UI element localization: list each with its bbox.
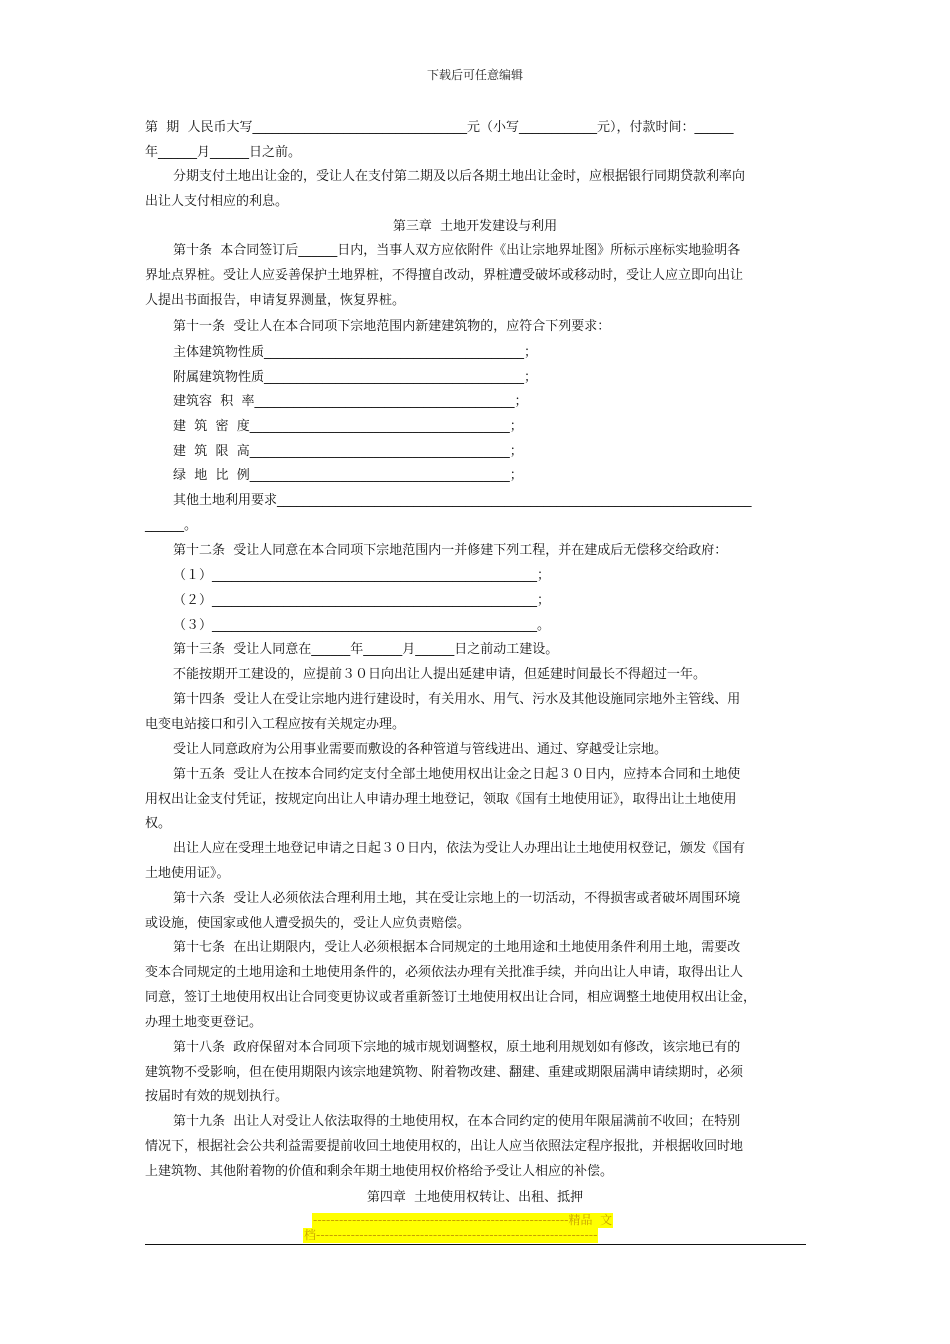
footer-divider	[145, 1244, 806, 1245]
text-line: 第十七条 在出让期限内，受让人必须根据本合同规定的土地用途和土地使用条件利用土地，需要改	[173, 940, 741, 955]
text-line: 用权出让金支付凭证，按规定向出让人申请办理土地登记，领取《国有土地使用证》，取得出让土地使用	[145, 792, 737, 807]
form-line: （３）__________________________________________________。	[173, 618, 551, 633]
form-line: ______。	[145, 518, 198, 533]
form-line: 建 筑 限 高________________________________________；	[173, 444, 523, 459]
text-line: 第十二条 受让人同意在本合同项下宗地范围内一并修建下列工程，并在建成后无偿移交给政府：	[173, 543, 728, 558]
footer-banner-bottom: 档-----------------------------------------------------------------	[304, 1228, 598, 1242]
text-line: 上建筑物、其他附着物的价值和剩余年期土地使用权价格给予受让人相应的补偿。	[145, 1164, 614, 1179]
text-line: 建筑物不受影响，但在使用期限内该宗地建筑物、附着物改建、翻建、重建或期限届满申请续期时，必须	[145, 1065, 744, 1080]
text-line: 办理土地变更登记。	[145, 1015, 263, 1030]
text-line: 出让人应在受理土地登记申请之日起３０日内，依法为受让人办理出让土地使用权登记，颁发《国有	[173, 841, 746, 856]
text-line: 权。	[145, 816, 172, 831]
form-line: 建筑容 积 率________________________________________；	[173, 394, 528, 409]
text-line: 第十六条 受让人必须依法合理利用土地，其在受让宗地上的一切活动，不得损害或者破坏周围环境	[173, 891, 741, 906]
text-line: 第十三条 受让人同意在______年______月______日之前动工建设。	[173, 642, 559, 657]
text-line: 出让人支付相应的利息。	[145, 194, 289, 209]
text-line: 情况下，根据社会公共利益需要提前收回土地使用权的，出让人应当依照法定程序报批，并根据收回时地	[145, 1139, 744, 1154]
text-line: 分期支付土地出让金的，受让人在支付第二期及以后各期土地出让金时，应根据银行同期贷款利率向	[173, 169, 746, 184]
text-line: 第十条 本合同签订后______日内，当事人双方应依附件《出让宗地界址图》所标示座标实地验明各	[173, 243, 741, 258]
form-line: （１）__________________________________________________；	[173, 568, 551, 583]
text-line: 年______月______日之前。	[145, 145, 302, 160]
text-line: 第十八条 政府保留对本合同项下宗地的城市规划调整权，原土地利用规划如有修改，该宗地已有的	[173, 1040, 741, 1055]
text-line: 不能按期开工建设的，应提前３０日向出让人提出延建申请，但延建时间最长不得超过一年。	[173, 667, 707, 682]
text-line: 第十四条 受让人在受让宗地内进行建设时，有关用水、用气、污水及其他设施同宗地外主管线、用	[173, 692, 741, 707]
text-line: 土地使用证》。	[145, 866, 230, 881]
text-line: 第十九条 出让人对受让人依法取得的土地使用权，在本合同约定的使用年限届满前不收回；在特别	[173, 1114, 741, 1129]
text-line: 第十五条 受让人在按本合同约定支付全部土地使用权出让金之日起３０日内，应持本合同和土地使	[173, 767, 741, 782]
text-line: 受让人同意政府为公用事业需要而敷设的各种管道与管线进出、通过、穿越受让宗地。	[173, 742, 668, 757]
text-line: 按届时有效的规划执行。	[145, 1089, 289, 1104]
form-line: 建 筑 密 度________________________________________；	[173, 419, 523, 434]
text-line: 第 期 人民币大写_________________________________元（小写____________元），付款时间：______	[145, 120, 734, 135]
form-line: （２）__________________________________________________；	[173, 593, 551, 608]
text-line: 人提出书面报告，申请复界测量，恢复界桩。	[145, 293, 406, 308]
text-line: 变本合同规定的土地用途和土地使用条件的，必须依法办理有关批准手续，并向出让人申请，取得出让人	[145, 965, 744, 980]
form-line: 绿 地 比 例________________________________________；	[173, 468, 523, 483]
text-line: 界址点界桩。受让人应妥善保护土地界桩，不得擅自改动，界桩遭受破坏或移动时，受让人应立即向出让	[145, 268, 744, 283]
chapter-heading: 第四章 土地使用权转让、出租、抵押	[366, 1190, 584, 1205]
text-line: 第十一条 受让人在本合同项下宗地范围内新建建筑物的，应符合下列要求：	[173, 319, 611, 334]
text-line: 同意，签订土地使用权出让合同变更协议或者重新签订土地使用权出让合同，相应调整土地使用权出让金，	[145, 990, 757, 1005]
footer-banner-top: -----------------------------------------------------------精品 文	[313, 1213, 613, 1227]
form-line: 其他土地利用要求_________________________________________________________________________	[173, 493, 752, 508]
form-line: 主体建筑物性质________________________________________；	[173, 345, 538, 360]
text-line: 电变电站接口和引入工程应按有关规定办理。	[145, 717, 406, 732]
form-line: 附属建筑物性质________________________________________；	[173, 370, 538, 385]
page-header: 下载后可任意编辑	[426, 68, 523, 82]
text-line: 或设施，使国家或他人遭受损失的，受让人应负责赔偿。	[145, 916, 471, 931]
chapter-heading: 第三章 土地开发建设与利用	[392, 219, 558, 234]
